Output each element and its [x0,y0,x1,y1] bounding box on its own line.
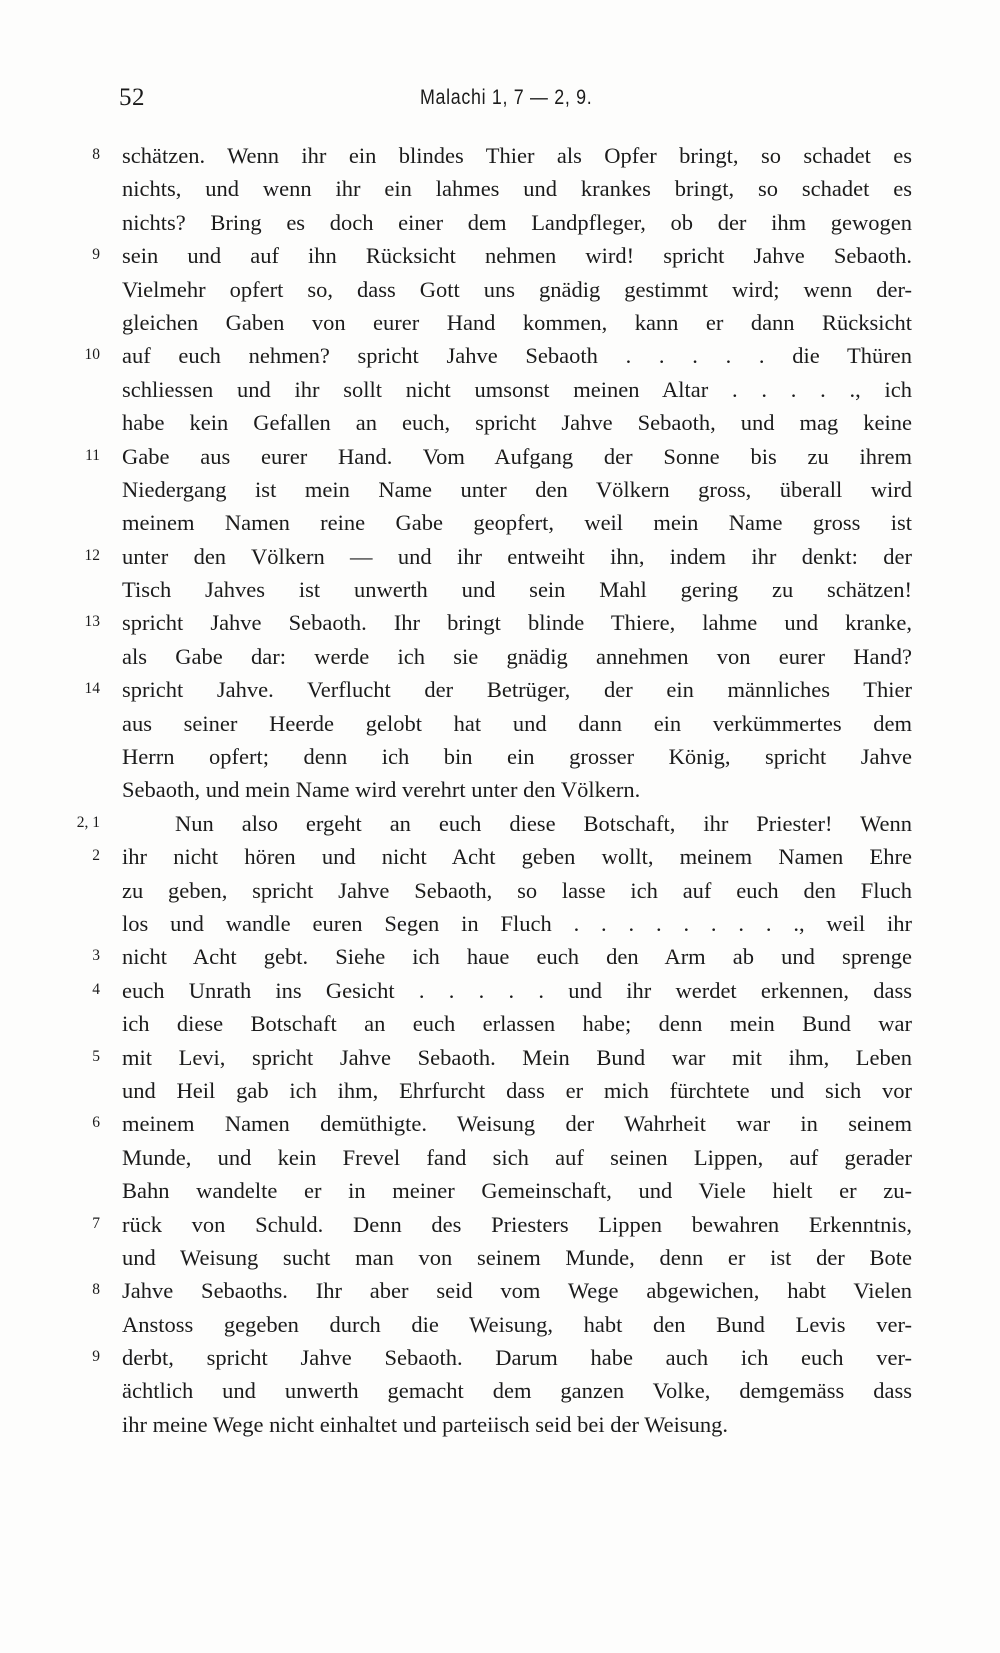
line-text: spricht Jahve. Verflucht der Betrüger, der ein männliches Thier [122,677,912,703]
verse-number: 5 [92,1047,100,1065]
text-line [0,1141,1000,1174]
line-text: Niedergang ist mein Name unter den Völkern gross, überall wird [122,476,912,502]
line-text: Vielmehr opfert so, dass Gott uns gnädig gestimmt wird; wenn der- [122,276,912,302]
verse-number: 7 [92,1214,100,1232]
text-line [0,1408,1000,1441]
text-line [0,1174,1000,1207]
text-line [0,874,1000,907]
line-text: ihr nicht hören und nicht Acht geben wollt, meinem Namen Ehre [122,844,912,870]
text-line [0,673,1000,706]
line-text: Gabe aus eurer Hand. Vom Aufgang der Sonne bis zu ihrem [122,443,912,469]
verse-number: 12 [84,546,100,564]
line-text: los und wandle euren Segen in Fluch . . . . . . . . ., weil ihr [122,910,912,936]
verse-number: 9 [92,1348,100,1366]
line-text: nichts? Bring es doch einer dem Landpfleger, ob der ihm gewogen [122,209,912,235]
line-text: nicht Acht gebt. Siehe ich haue euch den Arm ab und sprenge [122,944,912,970]
line-text: derbt, spricht Jahve Sebaoth. Darum habe auch ich euch ver- [122,1345,912,1371]
text-line [0,373,1000,406]
text-line [0,1041,1000,1074]
line-text: schliessen und ihr sollt nicht umsonst meinen Altar . . . . ., ich [122,376,912,402]
text-line [0,940,1000,973]
text-line [0,172,1000,205]
text-line [0,1007,1000,1040]
running-head: Malachi 1, 7 — 2, 9. [420,86,593,109]
text-line [0,907,1000,940]
text-line [0,807,1000,840]
text-line [0,306,1000,339]
verse-number: 4 [92,980,100,998]
verse-number: 8 [92,146,100,163]
text-line [0,1208,1000,1241]
line-text: ächtlich und unwerth gemacht dem ganzen Volke, demgemäss dass [122,1378,912,1404]
verse-number: 14 [84,680,100,698]
line-text: spricht Jahve Sebaoth. Ihr bringt blinde Thiere, lahme und kranke, [122,610,912,636]
text-line [0,206,1000,239]
text-line [0,573,1000,606]
body-text [0,139,1000,1441]
line-text: Anstoss gegeben durch die Weisung, habt den Bund Levis ver- [122,1311,912,1337]
verse-number: 2, 1 [76,813,100,831]
line-text: als Gabe dar: werde ich sie gnädig annehmen von eurer Hand? [122,643,912,669]
text-line [0,1341,1000,1374]
text-line [0,239,1000,272]
line-text: aus seiner Heerde gelobt hat und dann ein verkümmertes dem [122,710,912,736]
line-text: und Weisung sucht man von seinem Munde, denn er ist der Bote [122,1244,912,1270]
page-number: 52 [119,84,145,111]
line-text: auf euch nehmen? spricht Jahve Sebaoth . . . . . die Thüren [122,343,912,369]
text-line [0,740,1000,773]
text-line [0,707,1000,740]
line-text: und Heil gab ich ihm, Ehrfurcht dass er mich fürchtete und sich vor [122,1077,912,1103]
line-text: sein und auf ihn Rücksicht nehmen wird! spricht Jahve Sebaoth. [122,243,912,269]
line-text: schätzen. Wenn ihr ein blindes Thier als Opfer bringt, so schadet es [122,143,912,168]
text-line [0,1274,1000,1307]
text-line [0,840,1000,873]
line-text: Munde, und kein Frevel fand sich auf seinen Lippen, auf gerader [122,1144,912,1170]
page-header [0,78,1000,118]
verse-number: 8 [92,1281,100,1299]
verse-number: 2 [92,847,100,865]
text-line [0,1074,1000,1107]
text-line [0,540,1000,573]
text-line [0,606,1000,639]
text-line [0,1308,1000,1341]
text-line [0,1107,1000,1140]
text-line [0,273,1000,306]
text-line [0,974,1000,1007]
line-text: Tisch Jahves ist unwerth und sein Mahl gering zu schätzen! [122,577,912,603]
line-text: ihr meine Wege nicht einhaltet und parteiisch seid bei der Weisung. [122,1411,728,1437]
verse-number: 13 [84,613,100,631]
verse-number: 10 [84,346,100,364]
line-text: meinem Namen reine Gabe geopfert, weil mein Name gross ist [122,510,912,536]
line-text: Sebaoth, und mein Name wird verehrt unter den Völkern. [122,777,641,803]
line-text: mit Levi, spricht Jahve Sebaoth. Mein Bund war mit ihm, Leben [122,1044,912,1070]
line-text: euch Unrath ins Gesicht . . . . . und ihr werdet erkennen, dass [122,977,912,1003]
text-line [0,506,1000,539]
text-line [0,1241,1000,1274]
line-text: ich diese Botschaft an euch erlassen habe; denn mein Bund war [122,1011,912,1037]
line-text: Herrn opfert; denn ich bin ein grosser König, spricht Jahve [122,744,912,770]
line-text: gleichen Gaben von eurer Hand kommen, kann er dann Rücksicht [122,309,912,335]
text-line [0,139,1000,172]
line-text: Nun also ergeht an euch diese Botschaft, ihr Priester! Wenn [175,810,912,836]
text-line [0,1374,1000,1407]
line-text: habe kein Gefallen an euch, spricht Jahve Sebaoth, und mag keine [122,410,912,436]
line-text: nichts, und wenn ihr ein lahmes und krankes bringt, so schadet es [122,176,912,202]
verse-number: 11 [85,446,100,464]
line-text: Jahve Sebaoths. Ihr aber seid vom Wege abgewichen, habt Vielen [122,1278,912,1304]
verse-number: 6 [92,1114,100,1132]
text-line [0,473,1000,506]
text-line [0,406,1000,439]
verse-number: 3 [92,947,100,965]
text-line [0,773,1000,806]
line-text: rück von Schuld. Denn des Priesters Lippen bewahren Erkenntnis, [122,1211,912,1237]
text-line [0,640,1000,673]
line-text: meinem Namen demüthigte. Weisung der Wahrheit war in seinem [122,1111,912,1137]
verse-number: 9 [92,246,100,264]
text-line [0,339,1000,372]
line-text: unter den Völkern — und ihr entweiht ihn, indem ihr denkt: der [122,543,912,569]
line-text: zu geben, spricht Jahve Sebaoth, so lasse ich auf euch den Fluch [122,877,912,903]
line-text: Bahn wandelte er in meiner Gemeinschaft, und Viele hielt er zu- [122,1178,912,1204]
text-line [0,440,1000,473]
